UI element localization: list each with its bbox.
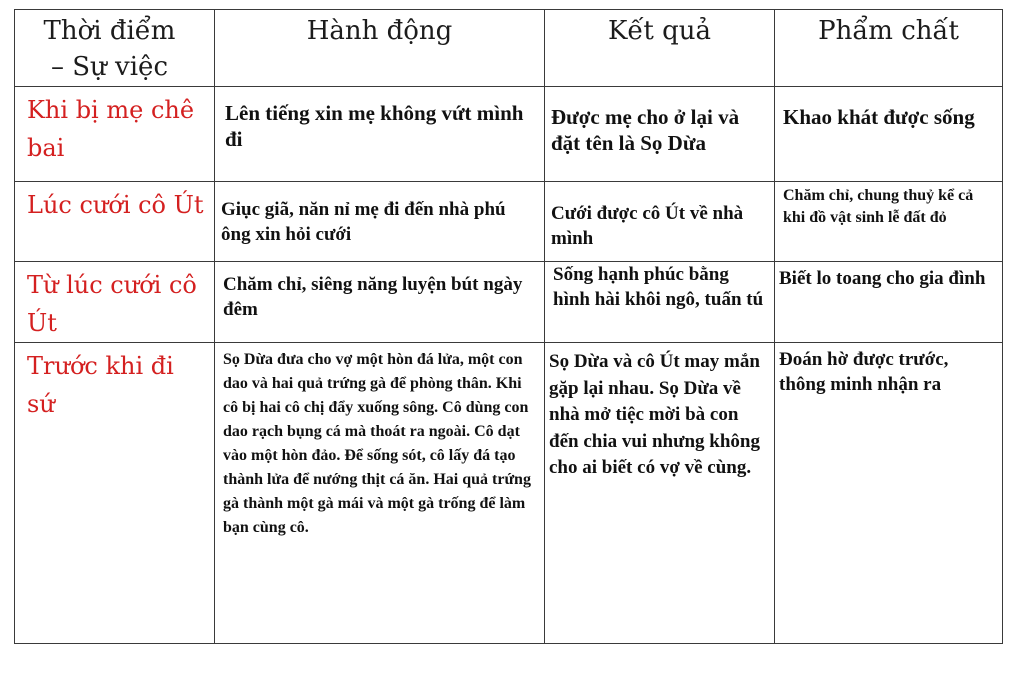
row-quality: Khao khát được sống (775, 87, 1003, 182)
row-quality: Biết lo toang cho gia đình (775, 262, 1003, 343)
row-result: Sống hạnh phúc bằng hình hài khôi ngô, tuấn tú (545, 262, 775, 343)
row-result: Cưới được cô Út về nhà mình (545, 182, 775, 262)
header-quality: Phẩm chất (775, 10, 1003, 87)
header-row (15, 10, 1003, 87)
row-action: Chăm chỉ, siêng năng luyện bút ngày đêm (215, 262, 545, 343)
table-row (15, 87, 1003, 182)
row-action: Lên tiếng xin mẹ không vứt mình đi (215, 87, 545, 182)
header-action: Hành động (215, 10, 545, 87)
table-row (15, 262, 1003, 343)
header-result: Kết quả (545, 10, 775, 87)
row-result: Được mẹ cho ở lại và đặt tên là Sọ Dừa (545, 87, 775, 182)
row-event: Từ lúc cưới cô Út (15, 262, 215, 343)
row-quality: Đoán hờ được trước, thông minh nhận ra (775, 343, 1003, 644)
row-event: Lúc cưới cô Út (15, 182, 215, 262)
row-result: Sọ Dừa và cô Út may mắn gặp lại nhau. Sọ Dừa về nhà mở tiệc mời bà con đến chia vui nhưng không cho ai biết có vợ về cùng. (545, 343, 775, 644)
header-time-event: Thời điểm – Sự việc (15, 10, 215, 87)
row-event: Khi bị mẹ chê bai (15, 87, 215, 182)
row-event: Trước khi đi sứ (15, 343, 215, 644)
table-row (15, 343, 1003, 644)
row-quality: Chăm chỉ, chung thuỷ kể cả khi đồ vật sinh lễ đất đỏ (775, 182, 1003, 262)
row-action: Giục giã, năn nỉ mẹ đi đến nhà phú ông xin hỏi cưới (215, 182, 545, 262)
analysis-table (14, 9, 1003, 644)
row-action: Sọ Dừa đưa cho vợ một hòn đá lửa, một con dao và hai quả trứng gà để phòng thân. Khi cô bị hai cô chị đẩy xuống sông. Cô dùng con dao rạch bụng cá mà thoát ra ngoài. Cô dạt vào một hòn đảo. Để sống sót, cô lấy đá tạo thành lửa để nướng thịt cá ăn. Hai quả trứng gà thành một gà mái và một gà trống để làm bạn cùng cô. (215, 343, 545, 644)
table-row (15, 182, 1003, 262)
